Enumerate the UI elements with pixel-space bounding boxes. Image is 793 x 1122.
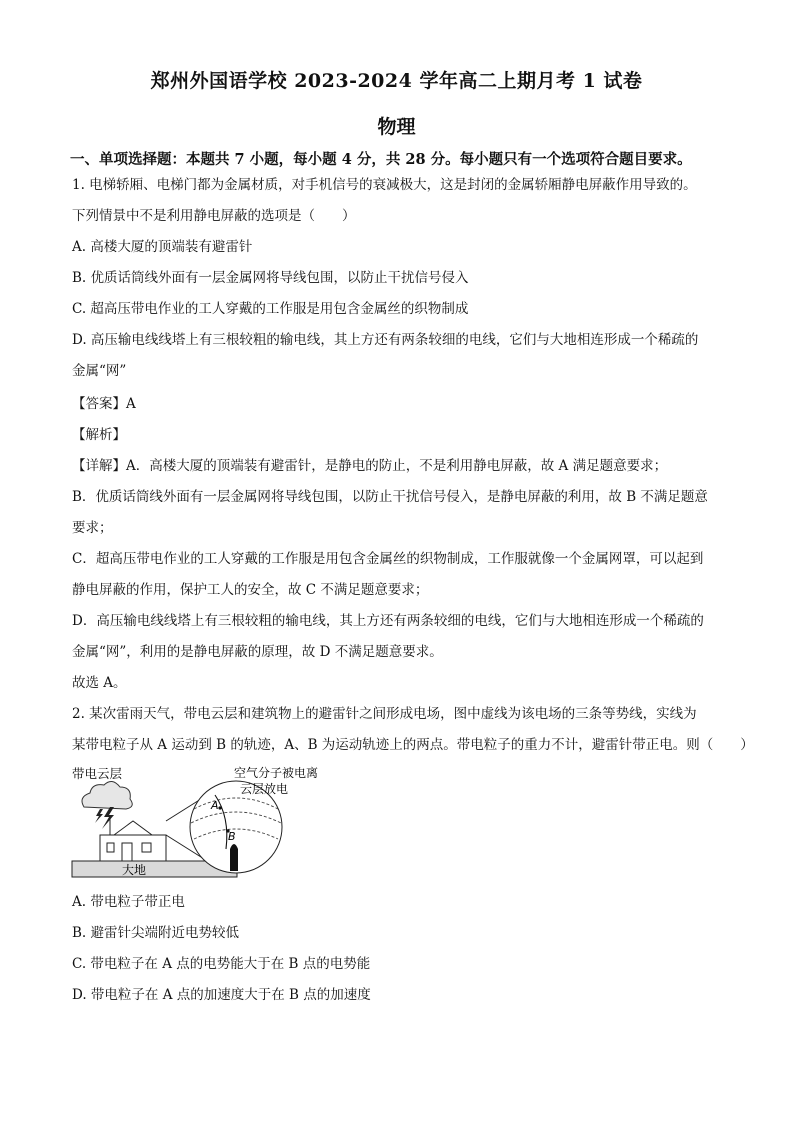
q2-stem-line1: 2. 某次雷雨天气，带电云层和建筑物上的避雷针之间形成电场，图中虚线为该电场的三条等势线，实线为 [72, 706, 697, 722]
q1-detail-a: 【详解】A．高楼大厦的顶端装有避雷针，是静电的防止，不是利用静电屏蔽，故 A 满足题意要求； [72, 458, 668, 474]
cloud-icon [82, 781, 132, 809]
q1-option-a: A. 高楼大厦的顶端装有避雷针 [72, 239, 253, 255]
lightning-rod-icon [230, 844, 238, 871]
q1-stem-line1: 1. 电梯轿厢、电梯门都为金属材质，对手机信号的衰减极大，这是封闭的金属轿厢静电屏蔽作用导致的。 [72, 177, 697, 193]
q2-stem-line2: 某带电粒子从 A 运动到 B 的轨迹，A、B 为运动轨迹上的两点。带电粒子的重力不计，避雷针带正电。则（ ） [72, 737, 754, 753]
building-icon [100, 817, 166, 861]
figure-label-cloud-discharge: 云层放电 [240, 782, 289, 796]
q1-conclusion: 故选 A。 [72, 675, 127, 691]
figure-label-ground: 大地 [122, 863, 147, 877]
lightning-bolt-icon [102, 807, 114, 829]
figure-label-air-ionized: 空气分子被电离 [234, 766, 319, 780]
q1-analysis-label: 【解析】 [72, 427, 126, 443]
q1-detail-c-line1: C．超高压带电作业的工人穿戴的工作服是用包含金属丝的织物制成，工作服就像一个金属网罩，可以起到 [72, 551, 704, 567]
q1-detail-b-line2: 要求； [72, 520, 113, 536]
q2-option-b: B. 避雷针尖端附近电势较低 [72, 925, 240, 941]
q1-option-c: C. 超高压带电作业的工人穿戴的工作服是用包含金属丝的织物制成 [72, 301, 469, 317]
lightning-bolt-icon-small [95, 809, 103, 823]
exam-title: 郑州外国语学校 2023-2024 学年高二上期月考 1 试卷 [150, 70, 643, 92]
figure-svg [70, 765, 340, 880]
q1-answer: 【答案】A [72, 396, 136, 412]
section-heading: 一、单项选择题：本题共 7 小题，每小题 4 分，共 28 分。每小题只有一个选项符合题目要求。 [70, 151, 692, 168]
figure-label-cloud: 带电云层 [72, 766, 123, 781]
lightning-rod-figure [70, 765, 340, 880]
q2-option-a: A. 带电粒子带正电 [72, 894, 185, 910]
figure-label-point-a: A [211, 799, 219, 812]
q1-detail-c-line2: 静电屏蔽的作用，保护工人的安全，故 C 不满足题意要求； [72, 582, 429, 598]
point-a-marker [218, 806, 221, 809]
figure-label-point-b: B [228, 830, 236, 843]
subject-title: 物理 [377, 116, 416, 138]
q1-option-b: B. 优质话筒线外面有一层金属网将导线包围，以防止干扰信号侵入 [72, 270, 469, 286]
q1-option-d-line2: 金属“网” [72, 363, 127, 379]
q2-option-d: D. 带电粒子在 A 点的加速度大于在 B 点的加速度 [72, 987, 371, 1003]
q1-option-d-line1: D. 高压输电线线塔上有三根较粗的输电线，其上方还有两条较细的电线，它们与大地相连形成一个稀疏的 [72, 332, 699, 348]
q1-detail-b-line1: B．优质话筒线外面有一层金属网将导线包围，以防止干扰信号侵入，是静电屏蔽的利用，故 B 不满足题意 [72, 489, 708, 505]
q1-stem-line2: 下列情景中不是利用静电屏蔽的选项是（ ） [72, 208, 356, 224]
q1-detail-d-line1: D．高压输电线线塔上有三根较粗的输电线，其上方还有两条较细的电线，它们与大地相连形成一个稀疏的 [72, 613, 704, 629]
q1-detail-d-line2: 金属“网”，利用的是静电屏蔽的原理，故 D 不满足题意要求。 [72, 644, 443, 660]
q2-option-c: C. 带电粒子在 A 点的电势能大于在 B 点的电势能 [72, 956, 371, 972]
